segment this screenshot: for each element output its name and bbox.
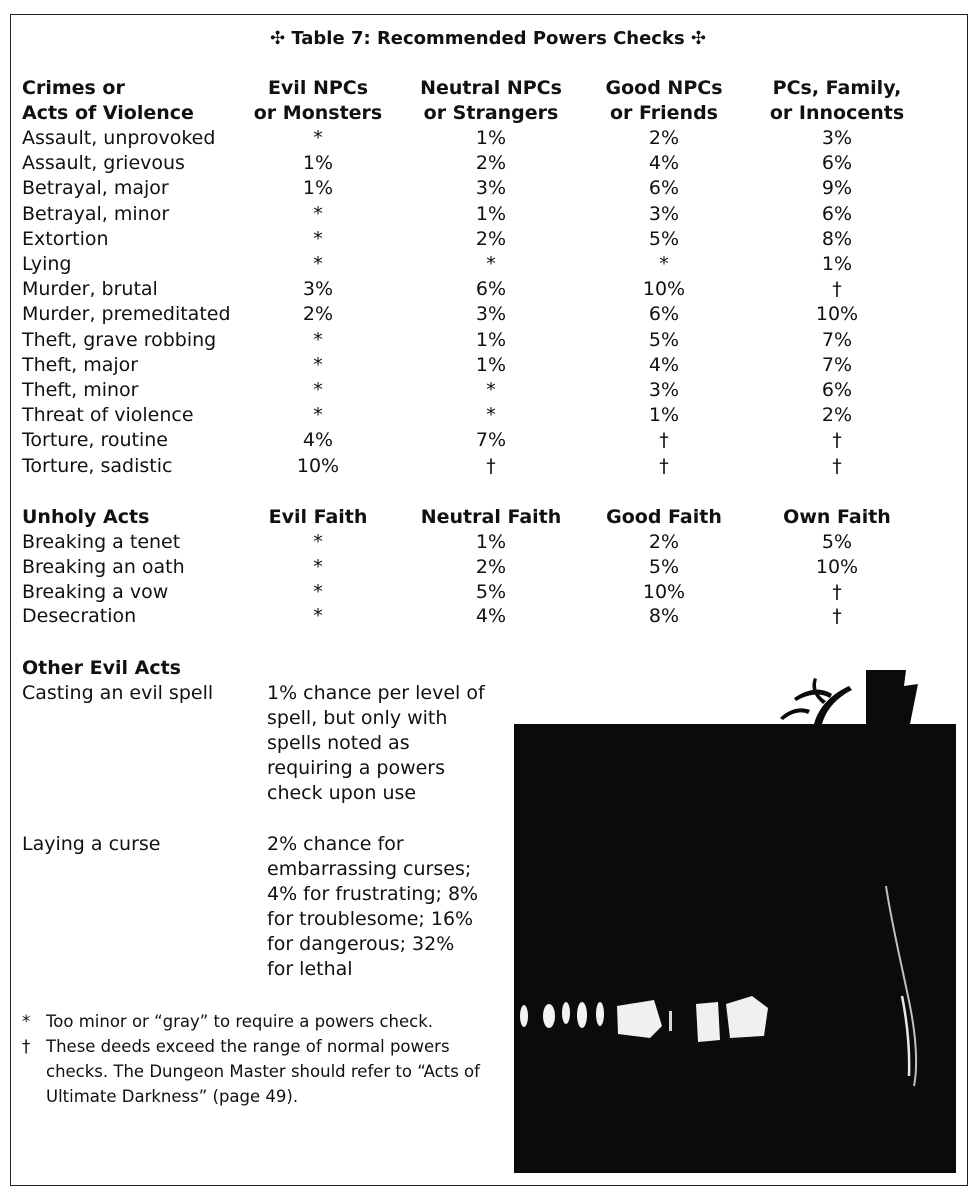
table-cell: * — [313, 328, 323, 351]
table-cell: 5% — [475, 580, 507, 603]
row-label: Breaking an oath — [22, 555, 185, 578]
table-cell: * — [313, 253, 323, 275]
column-header: Own Faith — [783, 506, 891, 528]
table-cell: 1% — [475, 328, 507, 351]
table-cell: * — [313, 404, 323, 427]
table-cell: * — [486, 379, 496, 401]
dark-forest-tree-illustration — [514, 666, 956, 1173]
column-header: Neutral NPCs or Strangers — [420, 77, 562, 124]
table-cell: * — [486, 404, 496, 427]
table-cell: 2% — [648, 531, 680, 553]
table-cell: * — [313, 605, 323, 628]
table-cell: † — [832, 605, 842, 628]
table-cell: 1% — [648, 404, 680, 427]
footnote — [22, 1034, 484, 1109]
table-cell: 6% — [475, 278, 507, 301]
table-cell: * — [313, 227, 323, 250]
table-cell: † — [832, 429, 842, 452]
row-label: Theft, grave robbing — [22, 328, 217, 351]
table-cell: 5% — [821, 531, 853, 553]
table-cell: † — [659, 454, 669, 477]
table-cell: * — [486, 253, 496, 275]
row-label: Torture, routine — [22, 429, 168, 452]
table-cell: † — [832, 278, 842, 301]
table-cell: 3% — [648, 379, 680, 401]
table-cell: 3% — [475, 303, 507, 326]
table-cell: 2% — [475, 555, 507, 578]
column-header: Evil NPCs or Monsters — [253, 77, 383, 124]
table-cell: 1% — [475, 127, 507, 149]
table-cell: 5% — [648, 227, 680, 250]
column-header: Crimes or Acts of Violence — [22, 77, 194, 124]
table-cell: 3% — [821, 127, 853, 149]
footnote-text: These deeds exceed the range of normal powers checks. The Dungeon Master should refer to “Acts of Ultimate Darkness” (page 49). — [46, 1037, 480, 1106]
table-cell: * — [313, 202, 323, 225]
row-label: Murder, brutal — [22, 278, 158, 301]
other-act-label: Laying a curse — [22, 833, 161, 855]
row-label: Murder, premeditated — [22, 303, 231, 326]
table-cell: 2% — [475, 227, 507, 250]
table-cell: 4% — [648, 152, 680, 175]
row-label: Extortion — [22, 227, 109, 250]
column-header: Evil Faith — [268, 506, 368, 528]
table-cell: 6% — [648, 303, 680, 326]
table-cell: 2% — [648, 127, 680, 149]
table-cell: 1% — [302, 152, 334, 175]
table-cell: * — [313, 127, 323, 149]
row-label: Betrayal, minor — [22, 202, 170, 225]
table-cell: 2% — [821, 404, 853, 427]
table-cell: 5% — [648, 328, 680, 351]
table-cell: 9% — [821, 177, 853, 200]
table-cell: 7% — [821, 353, 853, 376]
row-label: Breaking a vow — [22, 580, 169, 603]
table-cell: 6% — [821, 152, 853, 175]
table-cell: 10% — [815, 303, 859, 326]
row-label: Torture, sadistic — [22, 454, 173, 477]
table-cell: 7% — [475, 429, 507, 452]
row-label: Desecration — [22, 605, 137, 628]
footnote-text: Too minor or “gray” to require a powers check. — [46, 1012, 434, 1031]
footnote — [22, 1009, 492, 1034]
row-label: Breaking a tenet — [22, 531, 181, 553]
column-header: Good NPCs or Friends — [605, 77, 723, 124]
table-cell: * — [313, 353, 323, 376]
table-cell: 4% — [648, 353, 680, 376]
column-header: Neutral Faith — [420, 506, 562, 528]
other-act-description: 1% chance per level of spell, but only with spells noted as requiring a powers check upon use — [267, 682, 485, 804]
table-cell: * — [313, 580, 323, 603]
other-evil-acts-header: Other Evil Acts — [22, 657, 181, 679]
table-cell: 10% — [296, 454, 340, 477]
column-header: Unholy Acts — [22, 506, 150, 528]
table-cell: 6% — [821, 202, 853, 225]
table-cell: 6% — [648, 177, 680, 200]
table-cell: 3% — [648, 202, 680, 225]
table-cell: 10% — [642, 278, 686, 301]
table-cell: 1% — [475, 202, 507, 225]
table-cell: 8% — [648, 605, 680, 628]
table-cell: * — [313, 379, 323, 401]
row-label: Lying — [22, 253, 72, 275]
table-cell: † — [659, 429, 669, 452]
table-title: ✣ Table 7: Recommended Powers Checks ✣ — [269, 28, 707, 49]
footnote-mark: † — [22, 1037, 31, 1056]
row-label: Assault, unprovoked — [22, 127, 216, 149]
row-label: Theft, major — [22, 353, 139, 376]
other-act-label: Casting an evil spell — [22, 682, 214, 704]
table-cell: 1% — [475, 353, 507, 376]
footnote-mark: * — [22, 1012, 31, 1031]
table-cell: 4% — [475, 605, 507, 628]
column-header: Good Faith — [606, 506, 722, 528]
row-label: Threat of violence — [22, 404, 194, 427]
table-cell: 5% — [648, 555, 680, 578]
table-cell: * — [313, 555, 323, 578]
table-cell: † — [832, 580, 842, 603]
table-cell: * — [659, 253, 669, 275]
table-cell: † — [832, 454, 842, 477]
table-cell: 1% — [302, 177, 334, 200]
table-cell: 10% — [815, 555, 859, 578]
table-cell: 7% — [821, 328, 853, 351]
table-cell: 1% — [475, 531, 507, 553]
row-label: Assault, grievous — [22, 152, 185, 175]
other-act-description: 2% chance for embarrassing curses; 4% for frustrating; 8% for troublesome; 16% for dangerous; 32% for lethal — [267, 833, 479, 980]
table-cell: 8% — [821, 227, 853, 250]
table-cell: * — [313, 531, 323, 553]
table-cell: † — [486, 454, 496, 477]
row-label: Theft, minor — [22, 379, 139, 401]
row-label: Betrayal, major — [22, 177, 169, 200]
table-cell: 6% — [821, 379, 853, 401]
table-cell: 3% — [475, 177, 507, 200]
table-cell: 1% — [821, 253, 853, 275]
table-cell: 3% — [302, 278, 334, 301]
table-cell: 4% — [302, 429, 334, 452]
table-cell: 10% — [642, 580, 686, 603]
table-cell: 2% — [302, 303, 334, 326]
table-cell: 2% — [475, 152, 507, 175]
column-header: PCs, Family, or Innocents — [769, 77, 905, 124]
